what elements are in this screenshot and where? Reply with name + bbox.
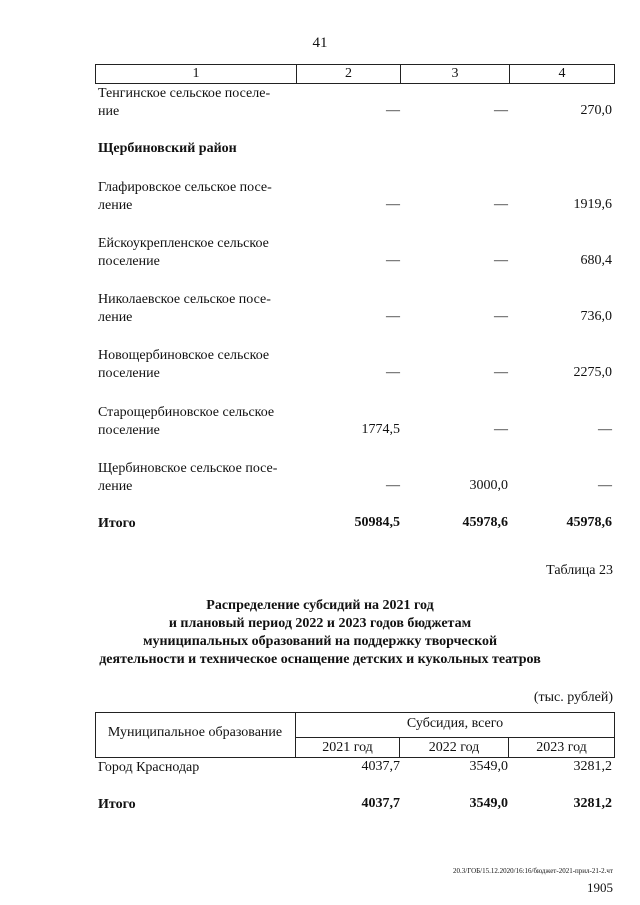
column-header-row	[95, 64, 615, 84]
table-number-label: Таблица 23	[546, 563, 613, 578]
row-value-2022: —	[494, 197, 508, 212]
footer-page-number: 1905	[587, 880, 613, 895]
total-2023: 3281,2	[573, 796, 612, 811]
row-value-2022: —	[494, 253, 508, 268]
row-name: Тенгинское сельское поселе- ние	[98, 86, 271, 119]
total-label: Итого	[98, 797, 136, 812]
row-value-2023: —	[598, 422, 612, 437]
row-value-2021: 4037,7	[361, 759, 400, 774]
row-value-2021: —	[386, 253, 400, 268]
row-value-2021: —	[386, 197, 400, 212]
row-value-2023: 270,0	[580, 103, 612, 118]
row-name: Николаевское сельское посе- ление	[98, 292, 271, 325]
municipality-column-header: Муниципальное образование	[107, 725, 283, 740]
total-2021: 4037,7	[361, 796, 400, 811]
col-header-3: 3	[451, 66, 459, 81]
col-header-1: 1	[192, 66, 200, 81]
row-value-2023: 1919,6	[573, 197, 612, 212]
subsidy-table-header	[95, 712, 615, 758]
row-value-2021: —	[386, 365, 400, 380]
row-value-2023: 680,4	[580, 253, 612, 268]
total-2022: 45978,6	[462, 515, 508, 530]
row-name: Глафировское сельское посе- ление	[98, 180, 272, 213]
row-value-2022: —	[494, 103, 508, 118]
total-label: Итого	[98, 516, 136, 531]
year-2022-header: 2022 год	[428, 740, 480, 755]
row-value-2023: 2275,0	[573, 365, 612, 380]
col-header-2: 2	[345, 66, 352, 81]
row-value-2022: 3000,0	[469, 478, 508, 493]
row-value-2022: —	[494, 309, 508, 324]
row-value-2021: 1774,5	[361, 422, 400, 437]
total-2021: 50984,5	[354, 515, 400, 530]
subsidy-column-header: Субсидия, всего	[406, 716, 504, 731]
row-name: Ейскоукрепленское сельское поселение	[98, 236, 269, 269]
row-value-2022: 3549,0	[469, 759, 508, 774]
row-value-2023: 736,0	[580, 309, 612, 324]
district-heading: Щербиновский район	[98, 141, 237, 156]
row-name: Щербиновское сельское посе- ление	[98, 461, 278, 494]
document-code: 20.3/ГОБ/15.12.2020/16:16/бюджет-2021-прил-21-2.чт	[453, 867, 613, 875]
row-value-2021: —	[386, 309, 400, 324]
row-value-2023: —	[598, 478, 612, 493]
col-header-4: 4	[558, 66, 566, 81]
row-value-2023: 3281,2	[573, 759, 612, 774]
row-name: Новощербиновское сельское поселение	[98, 348, 270, 381]
table-title: Распределение субсидий на 2021 год и плановый период 2022 и 2023 годов бюджетам муниципальных образований на поддержку творческой деятельности и техническое оснащение детских и кукольных театров	[99, 598, 541, 667]
row-value-2022: —	[494, 365, 508, 380]
page-number: 41	[312, 35, 328, 51]
total-2022: 3549,0	[469, 796, 508, 811]
row-value-2021: —	[386, 103, 400, 118]
year-2023-header: 2023 год	[536, 740, 587, 755]
units-label: (тыс. рублей)	[533, 690, 613, 705]
total-2023: 45978,6	[566, 515, 612, 530]
row-value-2021: —	[386, 478, 400, 493]
row-value-2022: —	[494, 422, 508, 437]
row-name: Старощербиновское сельское поселение	[98, 405, 275, 438]
row-name: Город Краснодар	[98, 760, 200, 775]
year-2021-header: 2021 год	[322, 740, 373, 755]
